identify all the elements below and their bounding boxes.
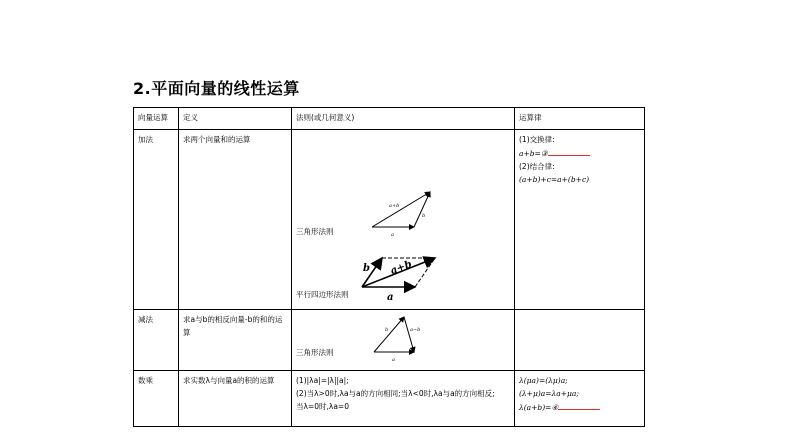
scalar-definition: 求实数λ与向量a的积的运算 <box>179 371 292 427</box>
law-commutative-row <box>519 146 640 160</box>
par-label-b: b <box>363 263 370 274</box>
subtraction-triangle-rule: 三角形法则 <box>296 348 334 357</box>
addition-definition: 求两个向量和的运算 <box>179 130 292 310</box>
header-law: 运算律 <box>515 108 645 130</box>
addition-rule-cell <box>292 130 515 310</box>
tri-label-a: a <box>391 232 394 238</box>
sub-label-b: b <box>385 327 389 333</box>
law-associative-title: (2)结合律: <box>519 162 555 171</box>
scalar-law-1: λ(μa)=(λμ)a; <box>519 376 568 385</box>
header-operation: 向量运算 <box>134 108 179 130</box>
table-row-scalar <box>134 371 645 427</box>
law-associative-expr: (a+b)+c=a+(b+c) <box>519 175 590 184</box>
tri-label-b: b <box>422 213 426 219</box>
header-definition: 定义 <box>179 108 292 130</box>
vector-operations-table <box>133 107 645 427</box>
scalar-law-3-row <box>519 400 640 414</box>
scalar-name: 数乘 <box>134 371 179 427</box>
scalar-rule-3: 当λ=0时,λa=0 <box>296 402 349 411</box>
answer-blank-3[interactable] <box>548 146 590 156</box>
addition-parallelogram-rule: 平行四边形法则 <box>296 290 349 299</box>
tri-label-ab: a+b <box>389 203 400 209</box>
scalar-law-3: λ(a+b)=④ <box>519 403 559 412</box>
tri-vector-sum <box>372 192 430 227</box>
addition-name: 加法 <box>134 130 179 310</box>
scalar-rule-1: (1)|λa|=|λ||a|; <box>296 376 349 385</box>
law-commutative-expr: a+b=③ <box>519 149 548 158</box>
par-label-a: a <box>387 292 394 303</box>
header-rule: 法则(或几何意义) <box>292 108 515 130</box>
table-row-addition <box>134 130 645 310</box>
sub-label-a: a <box>392 357 395 363</box>
addition-figures <box>292 130 506 303</box>
subtraction-definition: 求a与b的相反向量-b的和的运算 <box>179 310 292 371</box>
scalar-rule-2: (2)当λ>0时,λa与a的方向相同;当λ<0时,λa与a的方向相反; <box>296 389 495 398</box>
table-header-row <box>134 108 645 130</box>
sub-vector-amb <box>404 317 414 352</box>
scalar-law-2: (λ+μ)a=λa+μa; <box>519 389 579 398</box>
subtraction-laws <box>515 310 645 371</box>
table-row-subtraction <box>134 310 645 371</box>
addition-laws <box>515 130 645 310</box>
subtraction-name: 减法 <box>134 310 179 371</box>
scalar-laws <box>515 371 645 427</box>
subtraction-rule-cell <box>292 310 515 371</box>
section-title: 2.平面向量的线性运算 <box>133 79 300 98</box>
sub-label-amb: a−b <box>410 327 421 333</box>
scalar-rules <box>292 371 515 427</box>
law-commutative-title: (1)交换律: <box>519 135 555 144</box>
answer-blank-4[interactable] <box>558 400 600 410</box>
addition-triangle-rule: 三角形法则 <box>296 227 334 236</box>
par-label-ab: a+b <box>389 258 414 277</box>
sub-vector-b <box>374 317 404 352</box>
